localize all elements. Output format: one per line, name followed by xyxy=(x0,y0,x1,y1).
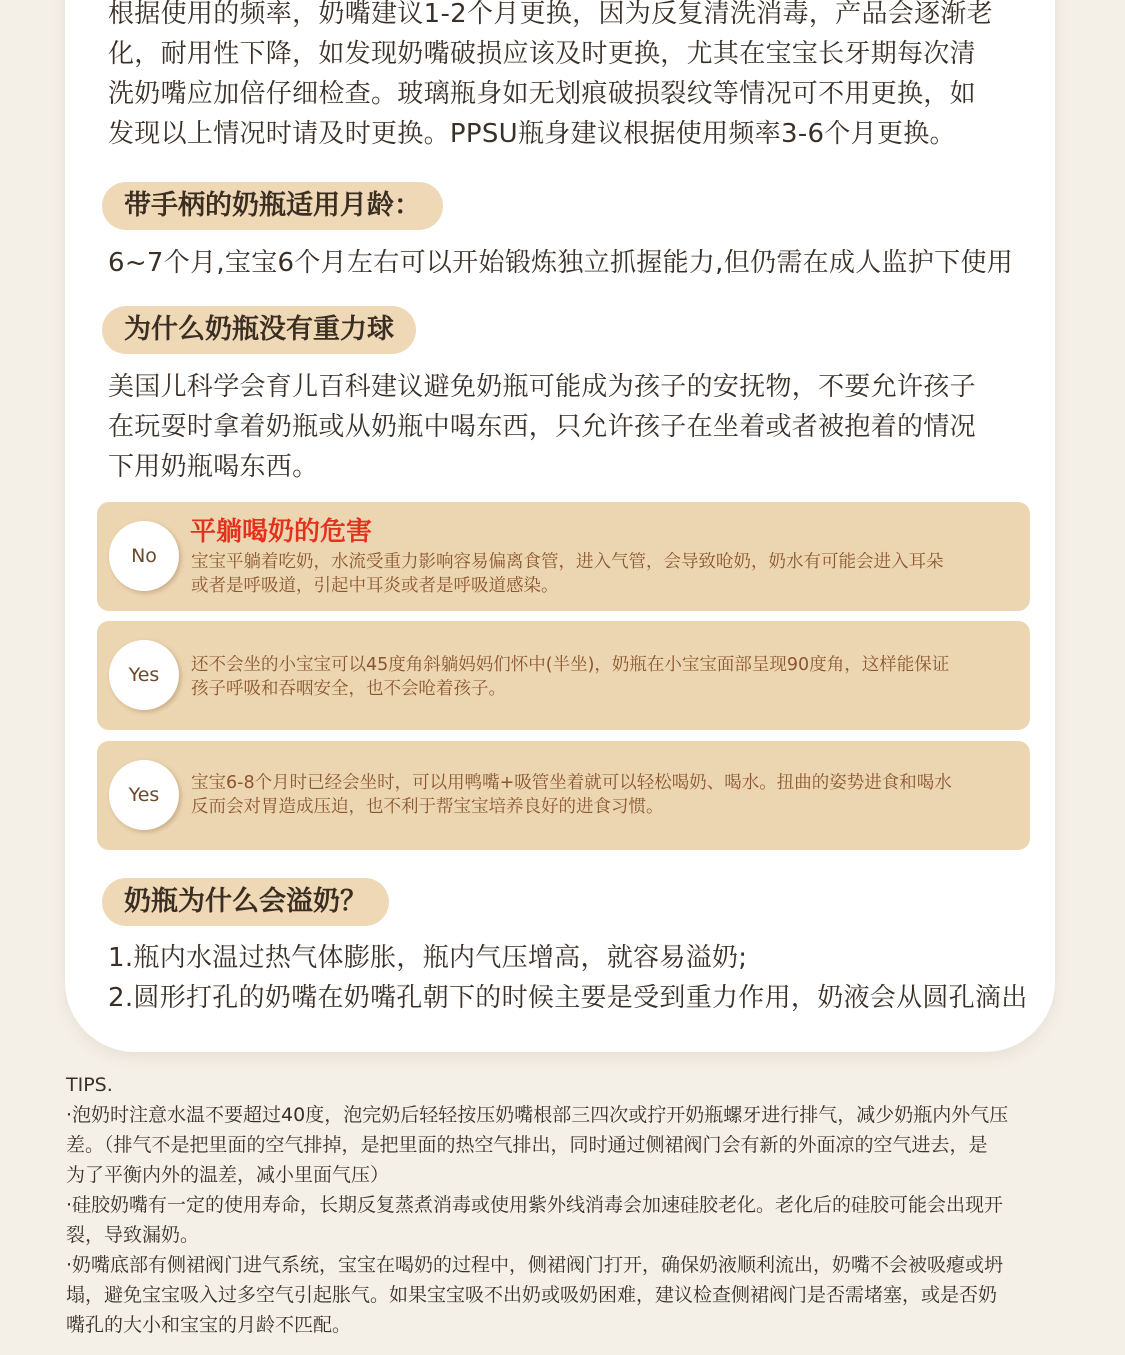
gravity-ball-paragraph: 美国儿科学会育儿百科建议避免奶瓶可能成为孩子的安抚物，不要允许孩子 在玩耍时拿着奶瓶或从奶瓶中喝东西，只允许孩子在坐着或者被抱着的情况 下用奶瓶喝东西。 xyxy=(108,372,976,482)
no-badge: No xyxy=(109,521,179,591)
info-box-semi-sitting xyxy=(97,621,1030,730)
handle-age-text: 6~7个月,宝宝6个月左右可以开始锻炼独立抓握能力,但仍需在成人监护下使用 xyxy=(108,248,1014,278)
yes-badge: Yes xyxy=(109,640,179,710)
info-box-sitting xyxy=(97,741,1030,850)
tips-section: TIPS. ·泡奶时注意水温不要超过40度，泡完奶后轻轻按压奶嘴根部三四次或拧开奶瓶螺牙进行排气，减少奶瓶内外气压 差。（排气不是把里面的空气排掉，是把里面的热空气排出，同时通过侧裙阀门会有新的外面凉的空气进去，是 为了平衡内外的温差，减小里面气压） ·硅胶奶嘴有一定的使用寿命，长期反复蒸煮消毒或使用紫外线消毒会加速硅胶老化。老化后的硅胶可能会出现开 裂，导致漏奶。 ·奶嘴底部有侧裙阀门进气系统，宝宝在喝奶的过程中，侧裙阀门打开，确保奶液顺利流出，奶嘴不会被吸瘪或坍 塌，避免宝宝吸入过多空气引起胀气。如果宝宝吸不出奶或吸奶困难，建议检查侧裙阀门是否需堵塞，或是否奶 嘴孔的大小和宝宝的月龄不匹配。 xyxy=(66,1070,1066,1340)
info-box-lying-feeding xyxy=(97,502,1030,611)
intro-paragraph: 根据使用的频率，奶嘴建议1-2个月更换，因为反复清洗消毒，产品会逐渐老 化，耐用性下降，如发现奶嘴破损应该及时更换，尤其在宝宝长牙期每次清 洗奶嘴应加倍仔细检查。玻璃瓶身如无划痕破损裂纹等情况可不用更换，如 发现以上情况时请及时更换。PPSU瓶身建议根据使用频率3-6个月更换。 xyxy=(108,0,993,149)
info-box-text: 宝宝6-8个月时已经会坐时，可以用鸭嘴+吸管坐着就可以轻松喝奶、喝水。扭曲的姿势进食和喝水 反而会对胃造成压迫，也不利于帮宝宝培养良好的进食习惯。 xyxy=(191,773,952,817)
yes-badge: Yes xyxy=(109,760,179,830)
gravity-ball-heading: 为什么奶瓶没有重力球 xyxy=(102,306,416,354)
tips-label: TIPS. xyxy=(66,1074,113,1096)
handle-age-heading: 带手柄的奶瓶适用月龄： xyxy=(102,182,443,230)
overflow-heading: 奶瓶为什么会溢奶？ xyxy=(102,878,389,926)
info-box-text: 宝宝平躺着吃奶，水流受重力影响容易偏离食管，进入气管，会导致呛奶，奶水有可能会进入耳朵 或者是呼吸道，引起中耳炎或者是呼吸道感染。 xyxy=(191,552,944,596)
info-box-text: 还不会坐的小宝宝可以45度角斜躺妈妈们怀中(半坐)，奶瓶在小宝宝面部呈现90度角，这样能保证 孩子呼吸和吞咽安全，也不会呛着孩子。 xyxy=(191,655,950,699)
overflow-paragraph: 1.瓶内水温过热气体膨胀，瓶内气压增高，就容易溢奶; 2.圆形打孔的奶嘴在奶嘴孔朝下的时候主要是受到重力作用，奶液会从圆孔滴出 xyxy=(108,943,1028,1013)
info-box-title: 平躺喝奶的危害 xyxy=(190,517,373,547)
